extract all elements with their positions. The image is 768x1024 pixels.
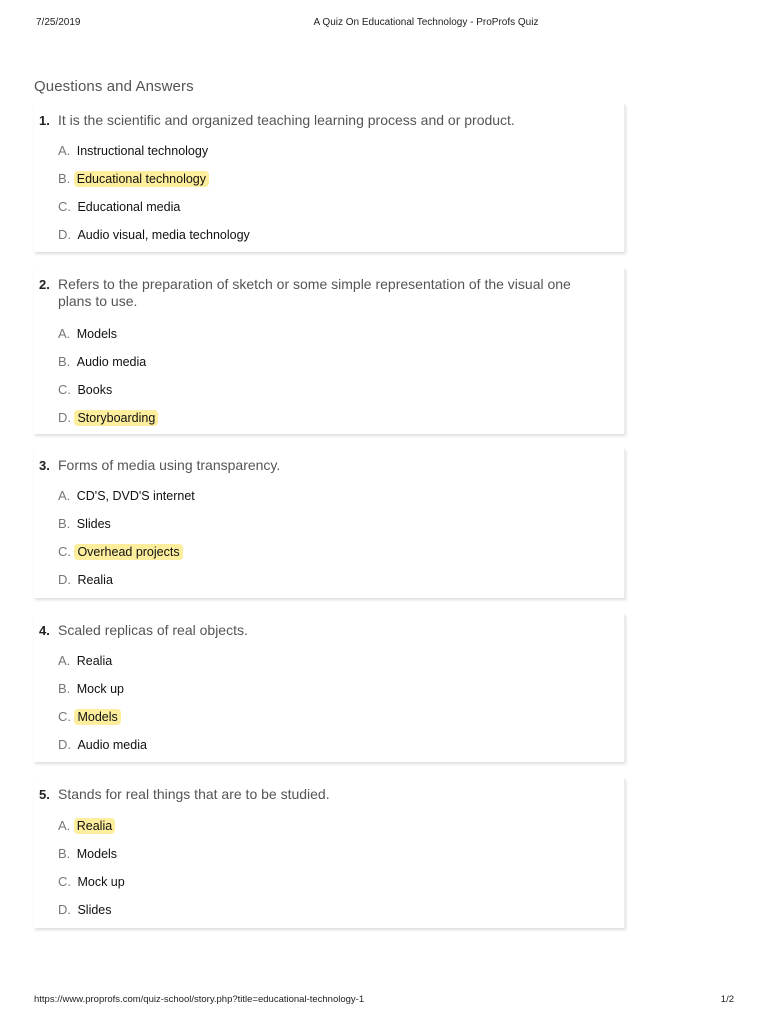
- option-text-correct: Storyboarding: [74, 410, 158, 426]
- option-letter: C.: [58, 199, 71, 214]
- question-number: 4.: [39, 623, 50, 638]
- option-text: Instructional technology: [76, 144, 209, 158]
- answer-option-b[interactable]: [58, 515, 114, 533]
- answer-option-c[interactable]: [58, 708, 121, 726]
- question-number: 2.: [39, 277, 50, 292]
- question-number: 5.: [39, 787, 50, 802]
- question-header: [34, 104, 624, 129]
- option-letter: D.: [58, 572, 71, 587]
- print-date: 7/25/2019: [36, 17, 81, 28]
- option-text-correct: Educational technology: [74, 171, 209, 187]
- question-number: 3.: [39, 458, 50, 473]
- answer-option-c[interactable]: [58, 381, 115, 399]
- question-card: [34, 104, 625, 252]
- page-url[interactable]: https://www.proprofs.com/quiz-school/story.php?title=educational-technology-1: [34, 994, 365, 1005]
- option-letter: B.: [58, 171, 71, 186]
- answer-option-c[interactable]: [58, 198, 183, 216]
- option-text: Educational media: [77, 200, 181, 214]
- option-letter: B.: [58, 516, 71, 531]
- answer-option-d[interactable]: [58, 901, 115, 919]
- option-letter: A.: [58, 143, 71, 158]
- option-letter: D.: [58, 902, 71, 917]
- answer-option-a[interactable]: [58, 325, 120, 343]
- question-header: [34, 778, 624, 803]
- question-text: Forms of media using transparency.: [58, 457, 281, 473]
- option-text: Slides: [77, 903, 112, 917]
- answer-option-d[interactable]: [58, 226, 253, 244]
- question-card: [34, 778, 625, 928]
- question-header: [34, 449, 624, 474]
- option-text: Realia: [76, 654, 113, 668]
- answer-option-b[interactable]: [58, 353, 149, 371]
- answer-option-c[interactable]: [58, 873, 128, 891]
- option-letter: A.: [58, 326, 71, 341]
- option-letter: A.: [58, 818, 71, 833]
- option-text-correct: Realia: [74, 818, 115, 834]
- option-text: Audio visual, media technology: [77, 228, 250, 242]
- answer-option-a[interactable]: [58, 142, 211, 160]
- option-text: Mock up: [77, 875, 125, 889]
- option-letter: D.: [58, 410, 71, 425]
- answer-option-a[interactable]: [58, 817, 115, 835]
- option-letter: A.: [58, 488, 71, 503]
- option-text: Models: [76, 847, 118, 861]
- answer-option-b[interactable]: [58, 680, 127, 698]
- answer-option-c[interactable]: [58, 543, 183, 561]
- option-text: Mock up: [76, 682, 124, 696]
- option-letter: B.: [58, 846, 71, 861]
- print-header: [0, 17, 768, 31]
- option-text: Audio media: [77, 738, 147, 752]
- answer-option-a[interactable]: [58, 652, 115, 670]
- question-number: 1.: [39, 113, 50, 128]
- option-text: Slides: [76, 517, 111, 531]
- question-card: [34, 614, 625, 762]
- option-letter: C.: [58, 544, 71, 559]
- answer-option-a[interactable]: [58, 487, 198, 505]
- page-number: 1/2: [720, 994, 734, 1005]
- question-text: Refers to the preparation of sketch or some simple representation of the visual one plans to use.: [58, 276, 571, 309]
- question-text: Scaled replicas of real objects.: [58, 622, 248, 638]
- option-text: Books: [77, 383, 113, 397]
- question-text: It is the scientific and organized teaching learning process and or product.: [58, 112, 515, 128]
- option-letter: B.: [58, 681, 71, 696]
- option-text-correct: Models: [74, 709, 120, 725]
- answer-option-d[interactable]: [58, 736, 150, 754]
- question-card: [34, 449, 625, 598]
- answer-option-d[interactable]: [58, 409, 158, 427]
- answer-option-b[interactable]: [58, 170, 209, 188]
- option-text: Audio media: [76, 355, 147, 369]
- section-heading: Questions and Answers: [34, 78, 194, 95]
- question-header: [34, 614, 624, 639]
- option-text: CD'S, DVD'S internet: [76, 489, 195, 503]
- answer-option-b[interactable]: [58, 845, 120, 863]
- print-footer: [0, 994, 768, 1008]
- option-text: Models: [76, 327, 118, 341]
- option-text-correct: Overhead projects: [74, 544, 182, 560]
- question-header: [34, 268, 624, 310]
- option-letter: D.: [58, 737, 71, 752]
- answer-option-d[interactable]: [58, 571, 116, 589]
- option-letter: C.: [58, 874, 71, 889]
- option-letter: C.: [58, 709, 71, 724]
- option-letter: C.: [58, 382, 71, 397]
- question-card: [34, 268, 625, 434]
- question-text: Stands for real things that are to be studied.: [58, 786, 330, 802]
- option-text: Realia: [77, 573, 113, 587]
- print-page-title: A Quiz On Educational Technology - ProProfs Quiz: [313, 17, 539, 28]
- option-letter: A.: [58, 653, 71, 668]
- option-letter: D.: [58, 227, 71, 242]
- option-letter: B.: [58, 354, 71, 369]
